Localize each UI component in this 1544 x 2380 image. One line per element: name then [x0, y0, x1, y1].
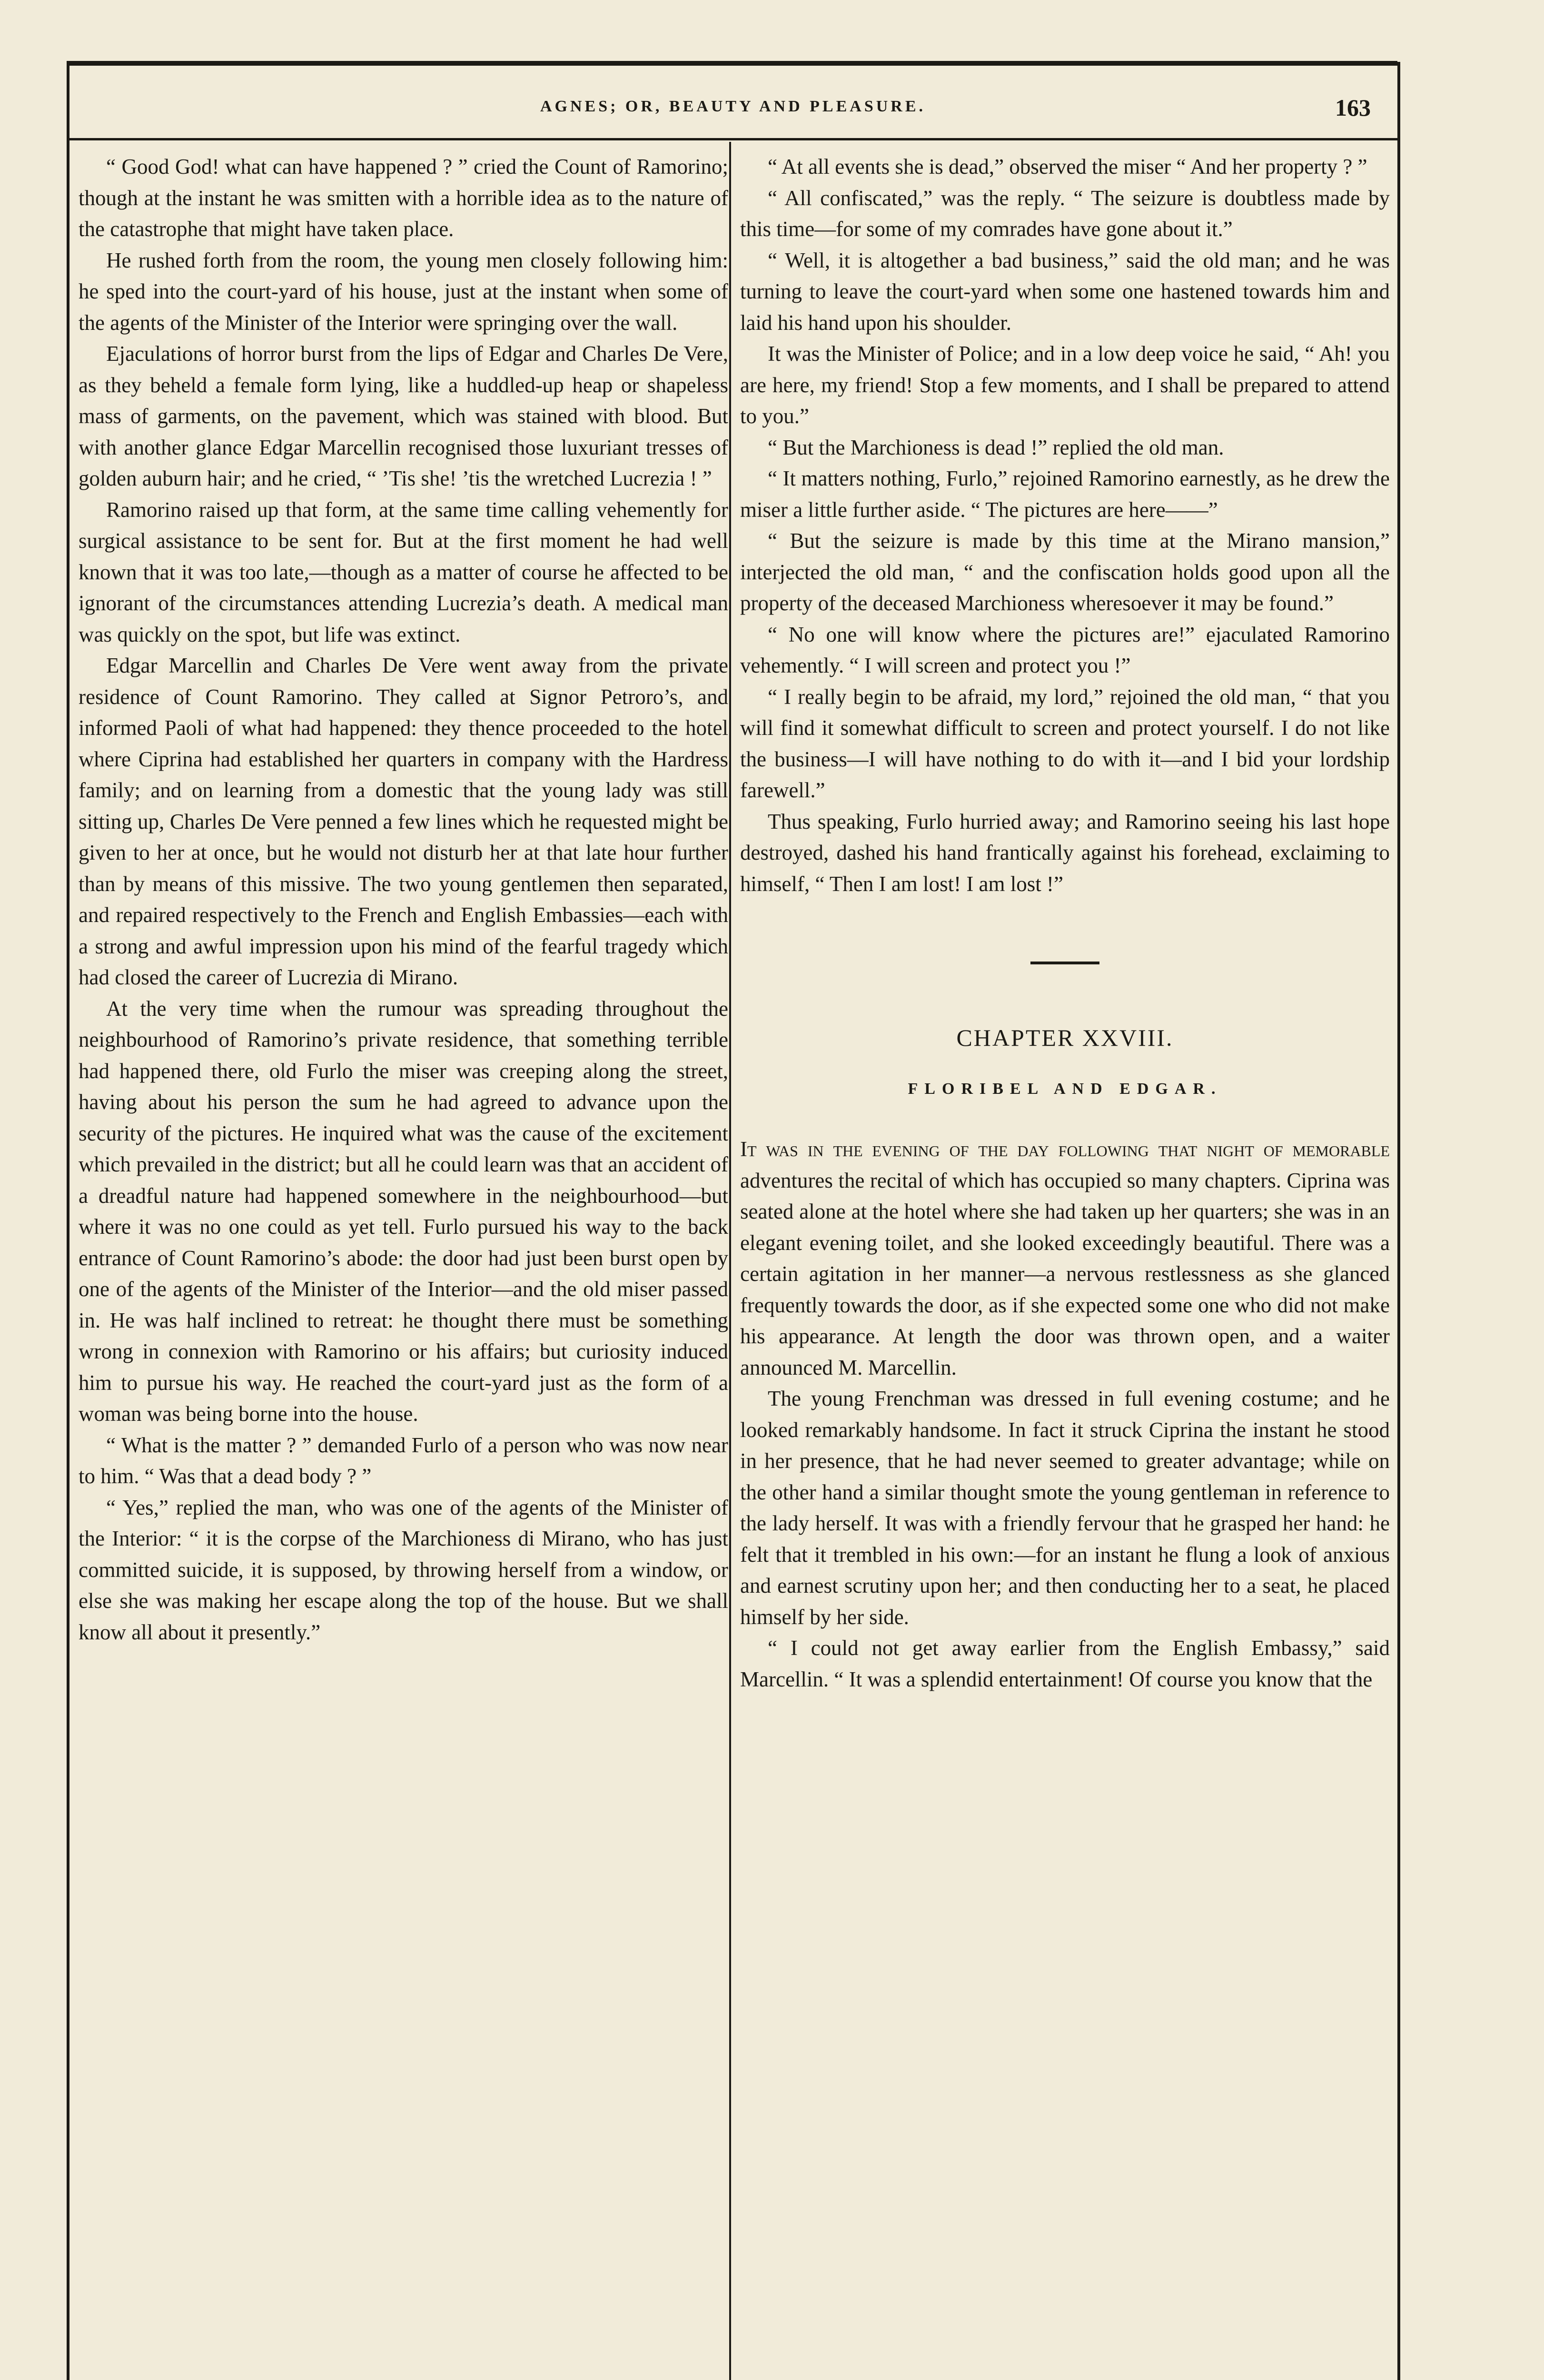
chapter-subtitle: FLORIBEL AND EDGAR.: [908, 1080, 1222, 1098]
paragraph: “ What is the matter ? ” demanded Furlo of a person who was now near to him. “ Was that a dead body ? ”: [79, 1433, 728, 1488]
column-divider: [729, 142, 731, 2380]
paragraph: “ Yes,” replied the man, who was one of the agents of the Minister of the Interior: “ it is the corpse of the Marchioness di Mirano, who has just committed suicide, it is supposed, by throwing herself from a window, or else she was making her escape along the top of the house. But we shall know all about it presently.”: [79, 1495, 728, 1644]
paragraph: Edgar Marcellin and Charles De Vere went away from the private residence of Count Ramorino. They called at Signor Petroro’s, and informed Paoli of what had happened: they thence proceeded to the hotel where Ciprina had established her quarters in company with the Hardress family; and on learning from a domestic that the young lady was still sitting up, Charles De Vere penned a few lines which he requested might be given to her at once, but he would not disturb her at that late hour further than by means of this missive. The two young gentlemen then separated, and repaired respectively to the French and English Embassies—each with a strong and awful impression upon his mind of the fearful tragedy which had closed the career of Lucrezia di Mirano.: [79, 654, 728, 989]
paragraph: “ I could not get away earlier from the English Embassy,” said Marcellin. “ It was a splendid entertainment! Of course you know that the: [740, 1636, 1390, 1691]
paragraph: He rushed forth from the room, the young men closely following him: he sped into the court-yard of his house, just at the instant when some of the agents of the Minister of the Interior were springing over the wall.: [79, 248, 728, 335]
paragraph: “ No one will know where the pictures are!” ejaculated Ramorino vehemently. “ I will screen and protect you !”: [740, 622, 1390, 677]
paragraph: The young Frenchman was dressed in full evening costume; and he looked remarkably handsome. In fact it struck Ciprina the instant he stood in her presence, that he had never seemed to greater advantage; while on the other hand a similar thought smote the young gentleman in reference to the lady herself. It was with a friendly fervour that he grasped her hand: he felt that it trembled in his own:—for an instant he flung a look of anxious and earnest scrutiny upon her; and then conducting her to a seat, he placed himself by her side.: [740, 1387, 1390, 1629]
paragraph: Thus speaking, Furlo hurried away; and Ramorino seeing his last hope destroyed, dashed his hand frantically against his forehead, exclaiming to himself, “ Then I am lost! I am lost !”: [740, 809, 1390, 896]
paragraph: Ramorino raised up that form, at the same time calling vehemently for surgical assistance to be sent for. But at the first moment he had well known that it was too late,—though as a matter of course he affected to be ignorant of the circumstances attending Lucrezia’s death. A medical man was quickly on the spot, but life was extinct.: [79, 497, 728, 646]
paragraph: It was the Minister of Police; and in a low deep voice he said, “ Ah! you are here, my friend! Stop a few moments, and I shall be prepared to attend to you.”: [740, 342, 1390, 428]
page-number: 163: [1335, 94, 1371, 121]
paragraph: “ At all events she is dead,” observed the miser “ And her property ? ”: [768, 155, 1367, 178]
paragraph: “ Well, it is altogether a bad business,” said the old man; and he was turning to leave the court-yard when some one hastened towards him and laid his hand upon his shoulder.: [740, 248, 1390, 335]
left-column: [79, 151, 728, 1648]
paragraph: “ But the Marchioness is dead !” replied the old man.: [768, 435, 1224, 459]
right-column: [740, 151, 1390, 1695]
paragraph: “ All confiscated,” was the reply. “ The seizure is doubtless made by this time—for some of my comrades have gone about it.”: [740, 186, 1390, 241]
chapter-opening-paragraph: It was in the evening of the day following that night of memorable adventures the recital of which has occupied so many chapters. Ciprina was seated alone at the hotel where she had taken up her quarters; she was in an elegant evening toilet, and she looked exceedingly beautiful. There was a certain agitation in her manner—a nervous restlessness as she glanced frequently towards the door, as if she expected some one who did not make his appearance. At length the door was thrown open, and a waiter announced M. Marcellin.: [740, 1137, 1390, 1379]
chapter-divider: [1030, 962, 1099, 964]
running-title: AGNES; OR, BEAUTY AND PLEASURE.: [540, 98, 926, 115]
paragraph: “ I really begin to be afraid, my lord,” rejoined the old man, “ that you will find it somewhat difficult to screen and protect yourself. I do not like the business—I will have nothing to do with it—and I bid your lordship farewell.”: [740, 684, 1390, 802]
chapter-title: CHAPTER XXVIII.: [956, 1024, 1174, 1051]
paragraph: “ It matters nothing, Furlo,” rejoined Ramorino earnestly, as he drew the miser a little further aside. “ The pictures are here——”: [740, 466, 1390, 522]
header-rule: [67, 138, 1397, 140]
paragraph: “ But the seizure is made by this time at the Mirano mansion,” interjected the old man, “ and the confiscation holds good upon all the property of the deceased Marchioness wheresoever it may be found.”: [740, 529, 1390, 615]
paragraph: At the very time when the rumour was spreading throughout the neighbourhood of Ramorino’s private residence, that something terrible had happened there, old Furlo the miser was creeping along the street, having about his person the sum he had agreed to advance upon the security of the pictures. He inquired what was the cause of the excitement which prevailed in the district; but all he could learn was that an accident of a dreadful nature had happened somewhere in the neighbourhood—but where it was no one could as yet tell. Furlo pursued his way to the back entrance of Count Ramorino’s abode: the door had just been burst open by one of the agents of the Minister of the Interior—and the old miser passed in. He was half inclined to retreat: he thought there must be something wrong in connexion with Ramorino or his affairs; but curiosity induced him to pursue his way. He reached the court-yard just as the form of a woman was being borne into the house.: [79, 996, 728, 1426]
running-head: [76, 94, 1390, 131]
paragraph: “ Good God! what can have happened ? ” cried the Count of Ramorino; though at the instant he was smitten with a horrible idea as to the nature of the catastrophe that might have taken place.: [79, 155, 728, 241]
paragraph: Ejaculations of horror burst from the lips of Edgar and Charles De Vere, as they beheld a female form lying, like a huddled-up heap or shapeless mass of garments, on the pavement, which was stained with blood. But with another glance Edgar Marcellin recognised those luxuriant tresses of golden auburn hair; and he cried, “ ’Tis she! ’tis the wretched Lucrezia ! ”: [79, 342, 728, 490]
